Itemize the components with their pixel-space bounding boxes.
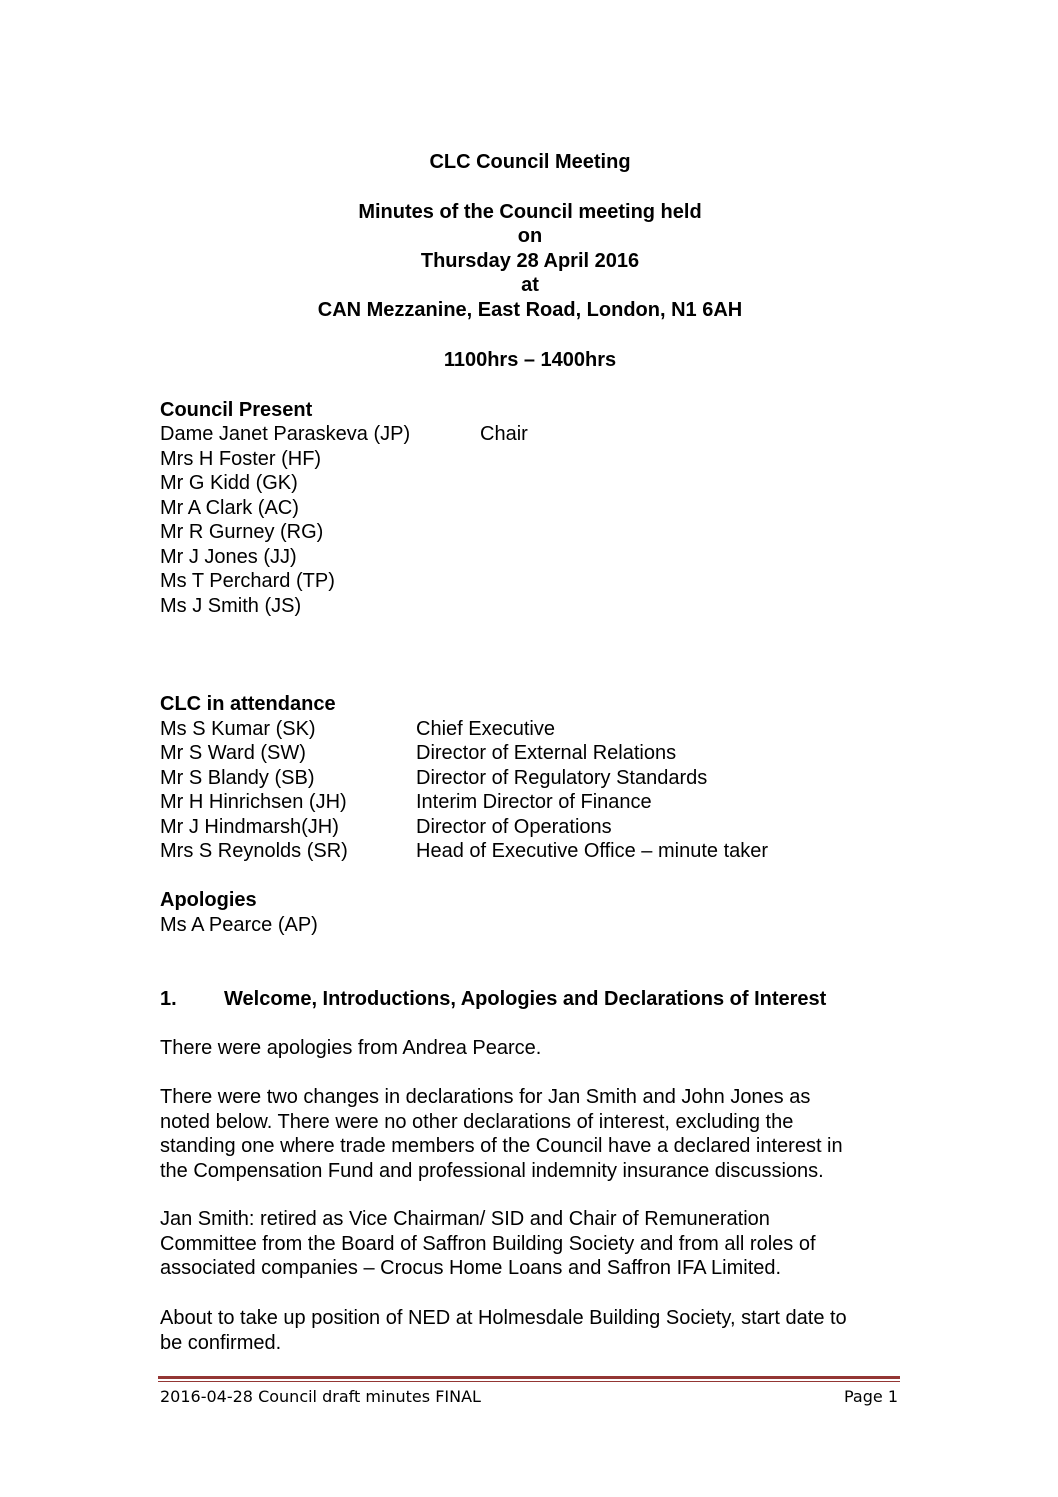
paragraph-apologies	[160, 1036, 900, 1061]
council-member-role: Chair	[480, 423, 528, 445]
council-present-heading: Council Present	[160, 399, 313, 421]
council-member-name: Mr A Clark (AC)	[160, 497, 299, 519]
attendee-role: Director of External Relations	[416, 742, 677, 764]
council-member-name: Ms T Perchard (TP)	[160, 570, 335, 592]
minutes-subtitle: Minutes of the Council meeting held	[358, 201, 702, 223]
meeting-title: CLC Council Meeting	[429, 151, 631, 173]
attendee-role: Director of Operations	[416, 816, 612, 838]
attendee-name: Mr J Hindmarsh(JH)	[160, 816, 339, 838]
footer-rule	[158, 1376, 900, 1379]
meeting-venue: CAN Mezzanine, East Road, London, N1 6AH	[317, 299, 743, 321]
attendee-name: Mr S Ward (SW)	[160, 742, 306, 764]
attendee-name: Ms S Kumar (SK)	[160, 718, 316, 740]
clc-attendance-heading: CLC in attendance	[160, 693, 336, 715]
paragraph-line: Jan Smith: retired as Vice Chairman/ SID and Chair of Remuneration	[160, 1208, 770, 1230]
attendee-name: Mrs S Reynolds (SR)	[160, 840, 348, 862]
council-member-name: Dame Janet Paraskeva (JP)	[160, 423, 411, 445]
paragraph-line: There were apologies from Andrea Pearce.	[160, 1037, 542, 1059]
paragraph-line: About to take up position of NED at Holmesdale Building Society, start date to	[160, 1307, 847, 1329]
paragraph-line: noted below. There were no other declarations of interest, excluding the	[160, 1110, 794, 1133]
attendee-role: Head of Executive Office – minute taker	[416, 840, 769, 862]
item-title: Welcome, Introductions, Apologies and Declarations of Interest	[224, 988, 827, 1010]
footer-document-name: 2016-04-28 Council draft minutes FINAL	[160, 1387, 481, 1406]
attendee-name: Mr S Blandy (SB)	[160, 767, 315, 789]
footer-page-number: Page 1	[844, 1387, 898, 1406]
council-member-name: Ms J Smith (JS)	[160, 595, 302, 617]
paragraph-line: There were two changes in declarations for Jan Smith and John Jones as	[160, 1086, 811, 1108]
footer-rule-thin	[158, 1381, 900, 1382]
paragraph-line: standing one where trade members of the Council have a declared interest in	[160, 1135, 843, 1157]
council-member-name: Mr G Kidd (GK)	[160, 472, 298, 494]
item-number: 1.	[160, 988, 177, 1010]
paragraph-line: the Compensation Fund and professional indemnity insurance discussions.	[160, 1159, 824, 1182]
minutes-on: on	[517, 225, 543, 247]
council-member-name: Mrs H Foster (HF)	[160, 448, 322, 470]
council-member-name: Mr J Jones (JJ)	[160, 546, 297, 568]
meeting-date: Thursday 28 April 2016	[420, 250, 640, 272]
paragraph-ned	[160, 1306, 900, 1355]
attendee-name: Mr H Hinrichsen (JH)	[160, 791, 347, 813]
minutes-at: at	[521, 274, 539, 296]
attendee-role: Chief Executive	[416, 718, 555, 740]
paragraph-line: Committee from the Board of Saffron Building Society and from all roles of	[160, 1232, 816, 1255]
paragraph-line: associated companies – Crocus Home Loans and Saffron IFA Limited.	[160, 1257, 782, 1279]
attendee-role: Director of Regulatory Standards	[416, 767, 708, 789]
paragraph-declarations	[160, 1085, 900, 1183]
attendee-role: Interim Director of Finance	[416, 791, 652, 813]
paragraph-line: be confirmed.	[160, 1331, 282, 1354]
council-member-name: Mr R Gurney (RG)	[160, 521, 324, 543]
apology-name: Ms A Pearce (AP)	[160, 914, 318, 936]
paragraph-jan-smith	[160, 1207, 900, 1281]
apologies-heading: Apologies	[160, 889, 257, 911]
meeting-time: 1100hrs – 1400hrs	[443, 349, 617, 371]
